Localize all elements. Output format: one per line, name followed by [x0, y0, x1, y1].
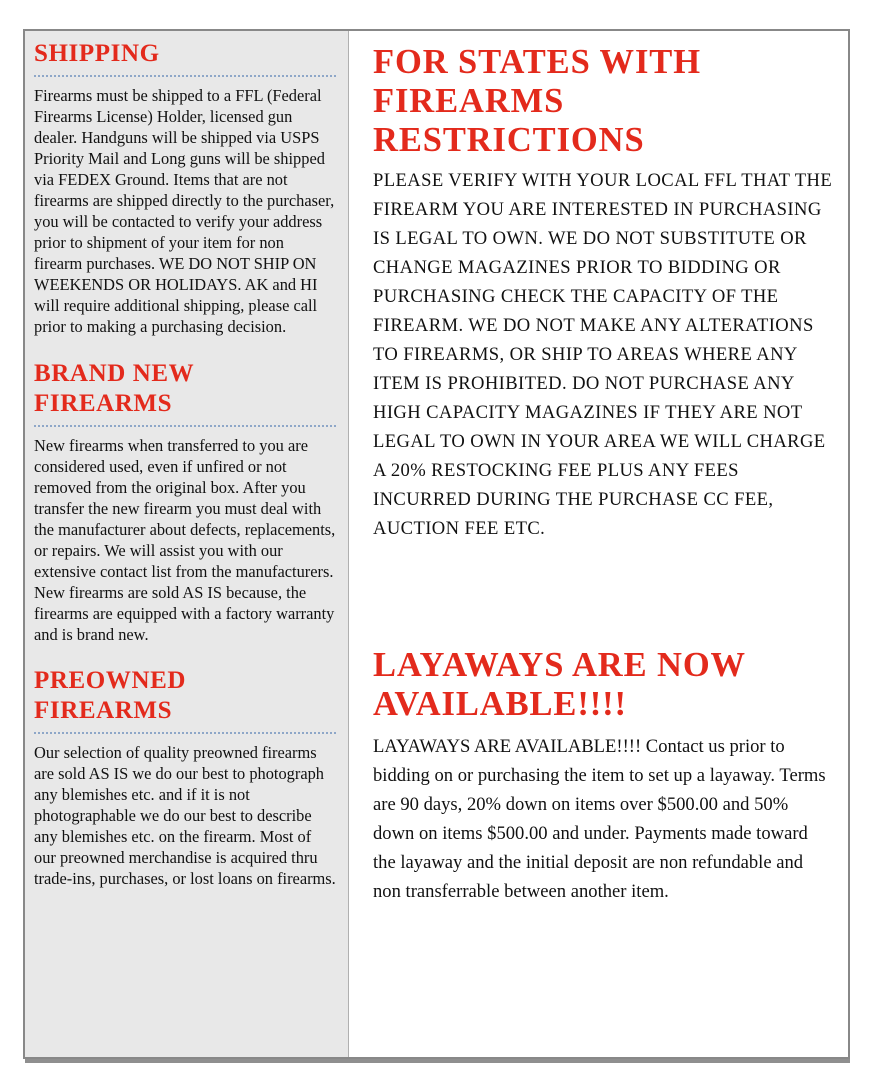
restrictions-section	[373, 43, 834, 543]
preowned-section	[34, 666, 336, 889]
restrictions-text: PLEASE VERIFY WITH YOUR LOCAL FFL THAT THE FIREARM YOU ARE INTERESTED IN PURCHASING IS LEGAL TO OWN. WE DO NOT SUBSTITUTE OR CHANGE MAGAZINES PRIOR TO BIDDING OR PURCHASING CHECK THE CAPACITY OF THE FIREARM. WE DO NOT MAKE ANY ALTERATIONS TO FIREARMS, OR SHIP TO AREAS WHERE ANY ITEM IS PROHIBITED. DO NOT PURCHASE ANY HIGH CAPACITY MAGAZINES IF THEY ARE NOT LEGAL TO OWN IN YOUR AREA WE WILL CHARGE A 20% RESTOCKING FEE PLUS ANY FEES INCURRED DURING THE PURCHASE CC FEE, AUCTION FEE ETC.	[373, 170, 833, 539]
section-divider	[34, 75, 336, 77]
sidebar	[25, 31, 349, 1057]
layaways-section	[373, 646, 834, 906]
preowned-text: Our selection of quality preowned firearms are sold AS IS we do our best to photograph any blemishes etc. and if it is not photographable we do our best to describe any blemishes etc. on the firearm. Most of our preowned merchandise is acquired thru trade-ins, purchases, or lost loans on firearms.	[34, 743, 336, 888]
brand-new-section	[34, 359, 336, 645]
policy-panel	[23, 29, 850, 1059]
layaways-text: LAYAWAYS ARE AVAILABLE!!!! Contact us prior to bidding on or purchasing the item to set up a layaway. Terms are 90 days, 20% down on items over $500.00 and 50% down on items $500.00 and under. Payments made toward the layaway and the initial deposit are non refundable and non transferrable between another item.	[373, 736, 826, 902]
section-divider	[34, 425, 336, 427]
main-content	[349, 31, 848, 1057]
shipping-section	[34, 39, 336, 337]
restrictions-heading: FOR STATES WITH FIREARMS RESTRICTIONS	[373, 43, 701, 159]
brand-new-heading: BRAND NEW FIREARMS	[34, 360, 194, 417]
preowned-heading: PREOWNED FIREARMS	[34, 667, 187, 724]
shipping-text: Firearms must be shipped to a FFL (Federal Firearms License) Holder, licensed gun dealer. Handguns will be shipped via USPS Priority Mail and Long guns will be shipped via FEDEX Ground. Items that are not firearms are shipped directly to the purchaser, you will be contacted to verify your address prior to shipment of your item for non firearm purchases. WE DO NOT SHIP ON WEEKENDS OR HOLIDAYS. AK and HI will require additional shipping, please call prior to making a purchasing decision.	[34, 86, 335, 336]
section-divider	[34, 732, 336, 734]
brand-new-text: New firearms when transferred to you are considered used, even if unfired or not removed from the original box. After you transfer the new firearm you must deal with the manufacturer about defects, replacements, or repairs. We will assist you with our extensive contact list from the manufacturers. New firearms are sold AS IS because, the firearms are equipped with a factory warranty and is brand new.	[34, 436, 336, 644]
shipping-heading: SHIPPING	[34, 40, 160, 67]
layaways-heading: LAYAWAYS ARE NOW AVAILABLE!!!!	[373, 646, 746, 723]
